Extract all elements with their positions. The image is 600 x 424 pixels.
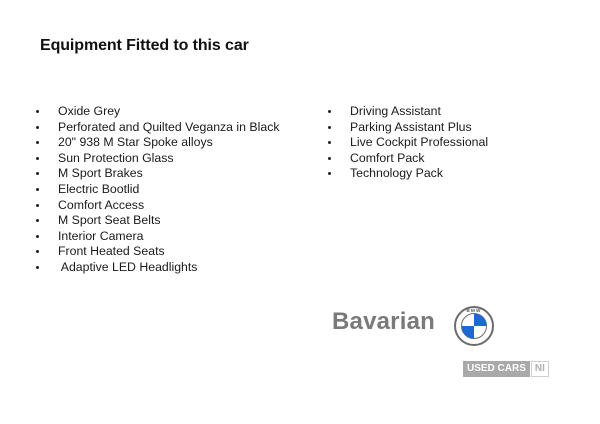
list-item: Comfort Access xyxy=(36,198,280,214)
dealer-wordmark: Bavarian xyxy=(332,308,435,335)
roundel-letters: BMW xyxy=(466,308,482,314)
bullet-dot-icon xyxy=(36,235,39,238)
equipment-list-right xyxy=(328,104,488,182)
dealer-logo xyxy=(332,306,502,350)
list-item: M Sport Brakes xyxy=(36,166,280,182)
bullet-dot-icon xyxy=(36,266,39,269)
equipment-list-left xyxy=(36,104,280,276)
list-item: Live Cockpit Professional xyxy=(328,135,488,151)
bullet-dot-icon xyxy=(36,126,39,129)
bullet-dot-icon xyxy=(328,126,331,129)
list-item: 20" 938 M Star Spoke alloys xyxy=(36,135,280,151)
list-item: Technology Pack xyxy=(328,166,488,182)
list-item: Sun Protection Glass xyxy=(36,151,280,167)
bullet-dot-icon xyxy=(36,204,39,207)
list-item: Interior Camera xyxy=(36,229,280,245)
bullet-dot-icon xyxy=(328,157,331,160)
list-item: Comfort Pack xyxy=(328,151,488,167)
list-item: Driving Assistant xyxy=(328,104,488,120)
list-item: Adaptive LED Headlights xyxy=(36,260,280,276)
bullet-dot-icon xyxy=(36,188,39,191)
list-item: Oxide Grey xyxy=(36,104,280,120)
bullet-dot-icon xyxy=(36,110,39,113)
bullet-dot-icon xyxy=(36,157,39,160)
bullet-dot-icon xyxy=(328,110,331,113)
badge-region-label: NI xyxy=(531,361,549,377)
list-item: Perforated and Quilted Veganza in Black xyxy=(36,120,280,136)
used-cars-badge xyxy=(463,361,549,377)
bmw-roundel-icon xyxy=(454,306,494,346)
page-title: Equipment Fitted to this car xyxy=(40,37,249,54)
list-item: M Sport Seat Belts xyxy=(36,213,280,229)
badge-used-label: USED CARS xyxy=(463,361,530,377)
list-item: Front Heated Seats xyxy=(36,244,280,260)
list-item: Electric Bootlid xyxy=(36,182,280,198)
list-item: Parking Assistant Plus xyxy=(328,120,488,136)
